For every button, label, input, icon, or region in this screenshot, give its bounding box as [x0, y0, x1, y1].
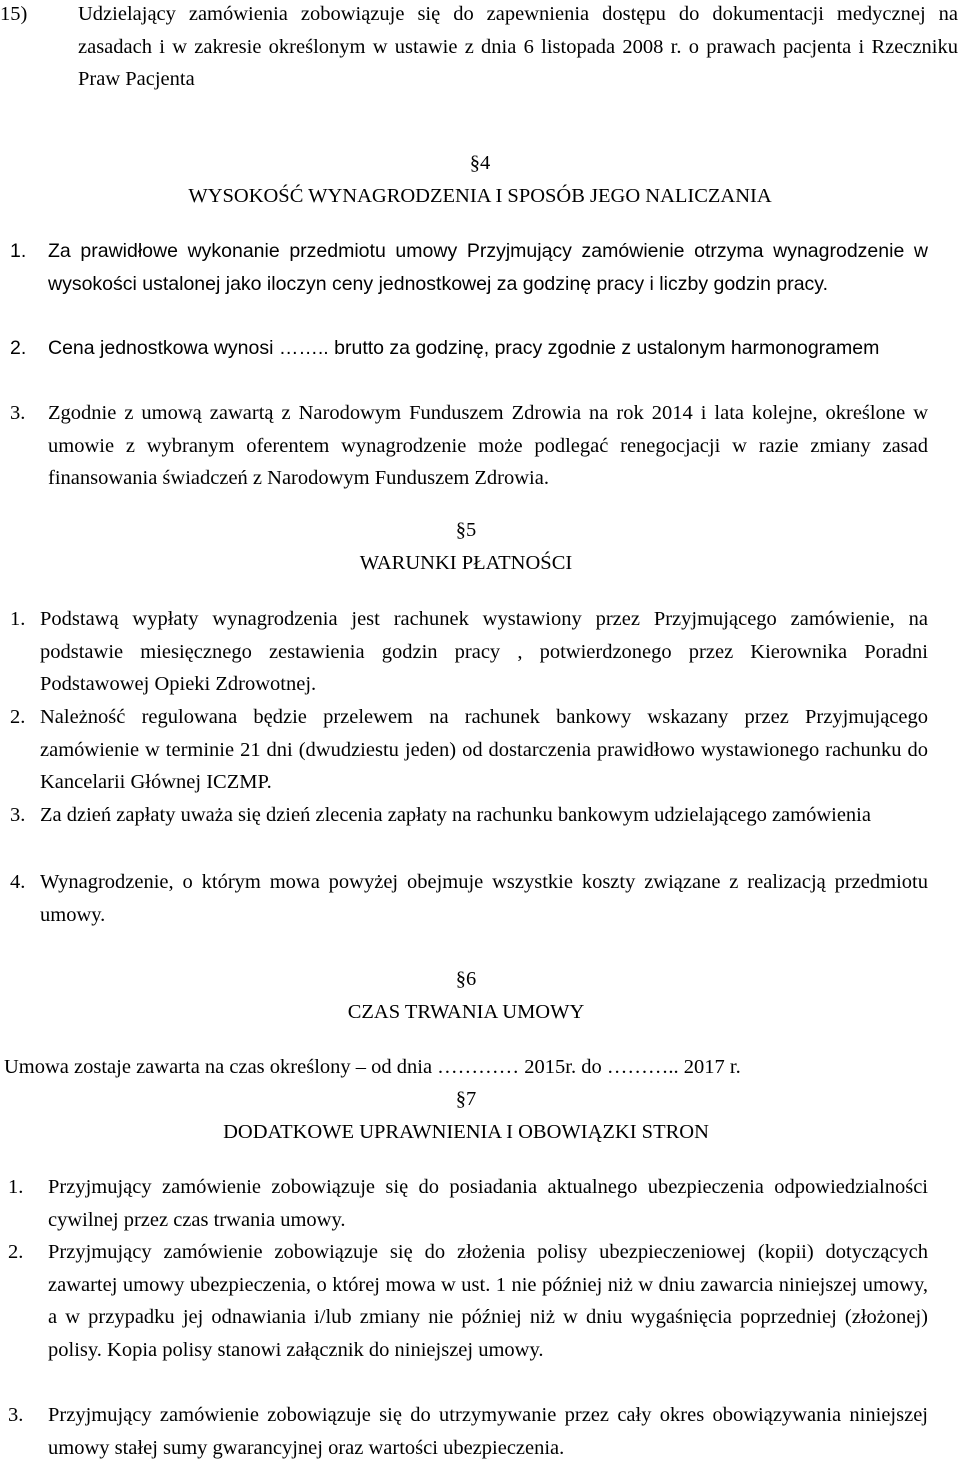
list-item — [8, 1171, 928, 1236]
list-item-number: 2. — [8, 1241, 24, 1263]
section-title: WARUNKI PŁATNOŚCI — [359, 552, 573, 574]
section-title: WYSOKOŚĆ WYNAGRODZENIA I SPOSÓB JEGO NALICZANIA — [188, 185, 772, 207]
section-symbol: §5 — [455, 519, 477, 541]
list-item-text: Przyjmujący zamówienie zobowiązuje się do posiadania aktualnego ubezpieczenia odpowiedzialności cywilnej przez czas trwania umowy. — [48, 1176, 928, 1231]
section-symbol: §7 — [455, 1088, 477, 1110]
list-item-number: 3. — [8, 1404, 24, 1426]
list-item-text: Za dzień zapłaty uważa się dzień zlecenia zapłaty na rachunku bankowym udzielającego zamówienia — [40, 804, 871, 826]
list-item-number: 3. — [10, 402, 26, 424]
section-title: DODATKOWE UPRAWNIENIA I OBOWIĄZKI STRON — [223, 1121, 709, 1143]
list-item — [8, 1399, 928, 1464]
list-item-number: 3. — [10, 804, 26, 826]
section-title: CZAS TRWANIA UMOWY — [347, 1001, 585, 1023]
list-item-number: 2. — [10, 337, 27, 359]
list-item — [10, 799, 928, 832]
list-item — [8, 1236, 928, 1366]
list-item — [10, 397, 928, 495]
list-item-number: 1. — [8, 1176, 24, 1198]
list-item-text: Wynagrodzenie, o którym mowa powyżej obejmuje wszystkie koszty związane z realizacją przedmiotu umowy. — [40, 871, 928, 926]
list-item-number: 4. — [10, 871, 26, 893]
list-item-number: 2. — [10, 706, 26, 728]
list-item-text: Przyjmujący zamówienie zobowiązuje się do złożenia polisy ubezpieczeniowej (kopii) dotyczących zawartej umowy ubezpieczenia, o której mowa w ust. 1 nie później niż w dniu zawarcia niniejszej umowy, a w przypadku jej odnawiania i/lub zmiany nie później niż w dniu wygaśnięcia poprzedniej (złożonej) polisy. Kopia polisy stanowi załącznik do niniejszej umowy. — [48, 1241, 928, 1361]
list-item-text: Zgodnie z umową zawartą z Narodowym Funduszem Zdrowia na rok 2014 i lata kolejne, określone w umowie z wybranym oferentem wynagrodzenie może podlegać renegocjacji w razie zmiany zasad finansowania świadczeń z Narodowym Funduszem Zdrowia. — [48, 402, 928, 489]
list-item — [10, 235, 928, 301]
list-item — [10, 603, 928, 701]
list-item-text: Należność regulowana będzie przelewem na rachunek bankowy wskazany przez Przyjmującego zamówienie w terminie 21 dni (dwudziestu jeden) od dostarczenia prawidłowo wystawionego rachunku do Kancelarii Głównej ICZMP. — [40, 706, 928, 793]
list-item-text: Udzielający zamówienia zobowiązuje się do zapewnienia dostępu do dokumentacji medycznej na zasadach i w zakresie określonym w ustawie z dnia 6 listopada 2008 r. o prawach pacjenta i Rzeczniku Praw Pacjenta — [78, 3, 958, 90]
section-symbol: §6 — [455, 968, 477, 990]
list-item-number: 1. — [10, 240, 27, 262]
list-item — [10, 701, 928, 799]
section-symbol: §4 — [469, 152, 491, 174]
list-item — [10, 332, 928, 365]
duration-text: Umowa zostaje zawarta na czas określony – od dnia ………… 2015r. do ……….. 2017 r. — [4, 1056, 741, 1078]
list-item-text: Podstawą wypłaty wynagrodzenia jest rachunek wystawiony przez Przyjmującego zamówienie, na podstawie miesięcznego zestawienia godzin pracy , potwierdzonego przez Kierownika Poradni Podstawowej Opieki Zdrowotnej. — [40, 608, 928, 695]
list-item-number: 1. — [10, 608, 26, 630]
list-item-text: Za prawidłowe wykonanie przedmiotu umowy Przyjmujący zamówienie otrzyma wynagrodzenie w wysokości ustalonej jako iloczyn ceny jednostkowej za godzinę pracy i liczby godzin pracy. — [48, 240, 928, 295]
list-item-text: Cena jednostkowa wynosi …….. brutto za godzinę, pracy zgodnie z ustalonym harmonogramem — [48, 337, 880, 359]
list-item — [10, 866, 928, 931]
list-item — [0, 0, 958, 96]
list-item-text: Przyjmujący zamówienie zobowiązuje się do utrzymywanie przez cały okres obowiązywania niniejszej umowy stałej sumy gwarancyjnej oraz wartości ubezpieczenia. — [48, 1404, 928, 1459]
list-item-number: 15) — [0, 3, 28, 25]
